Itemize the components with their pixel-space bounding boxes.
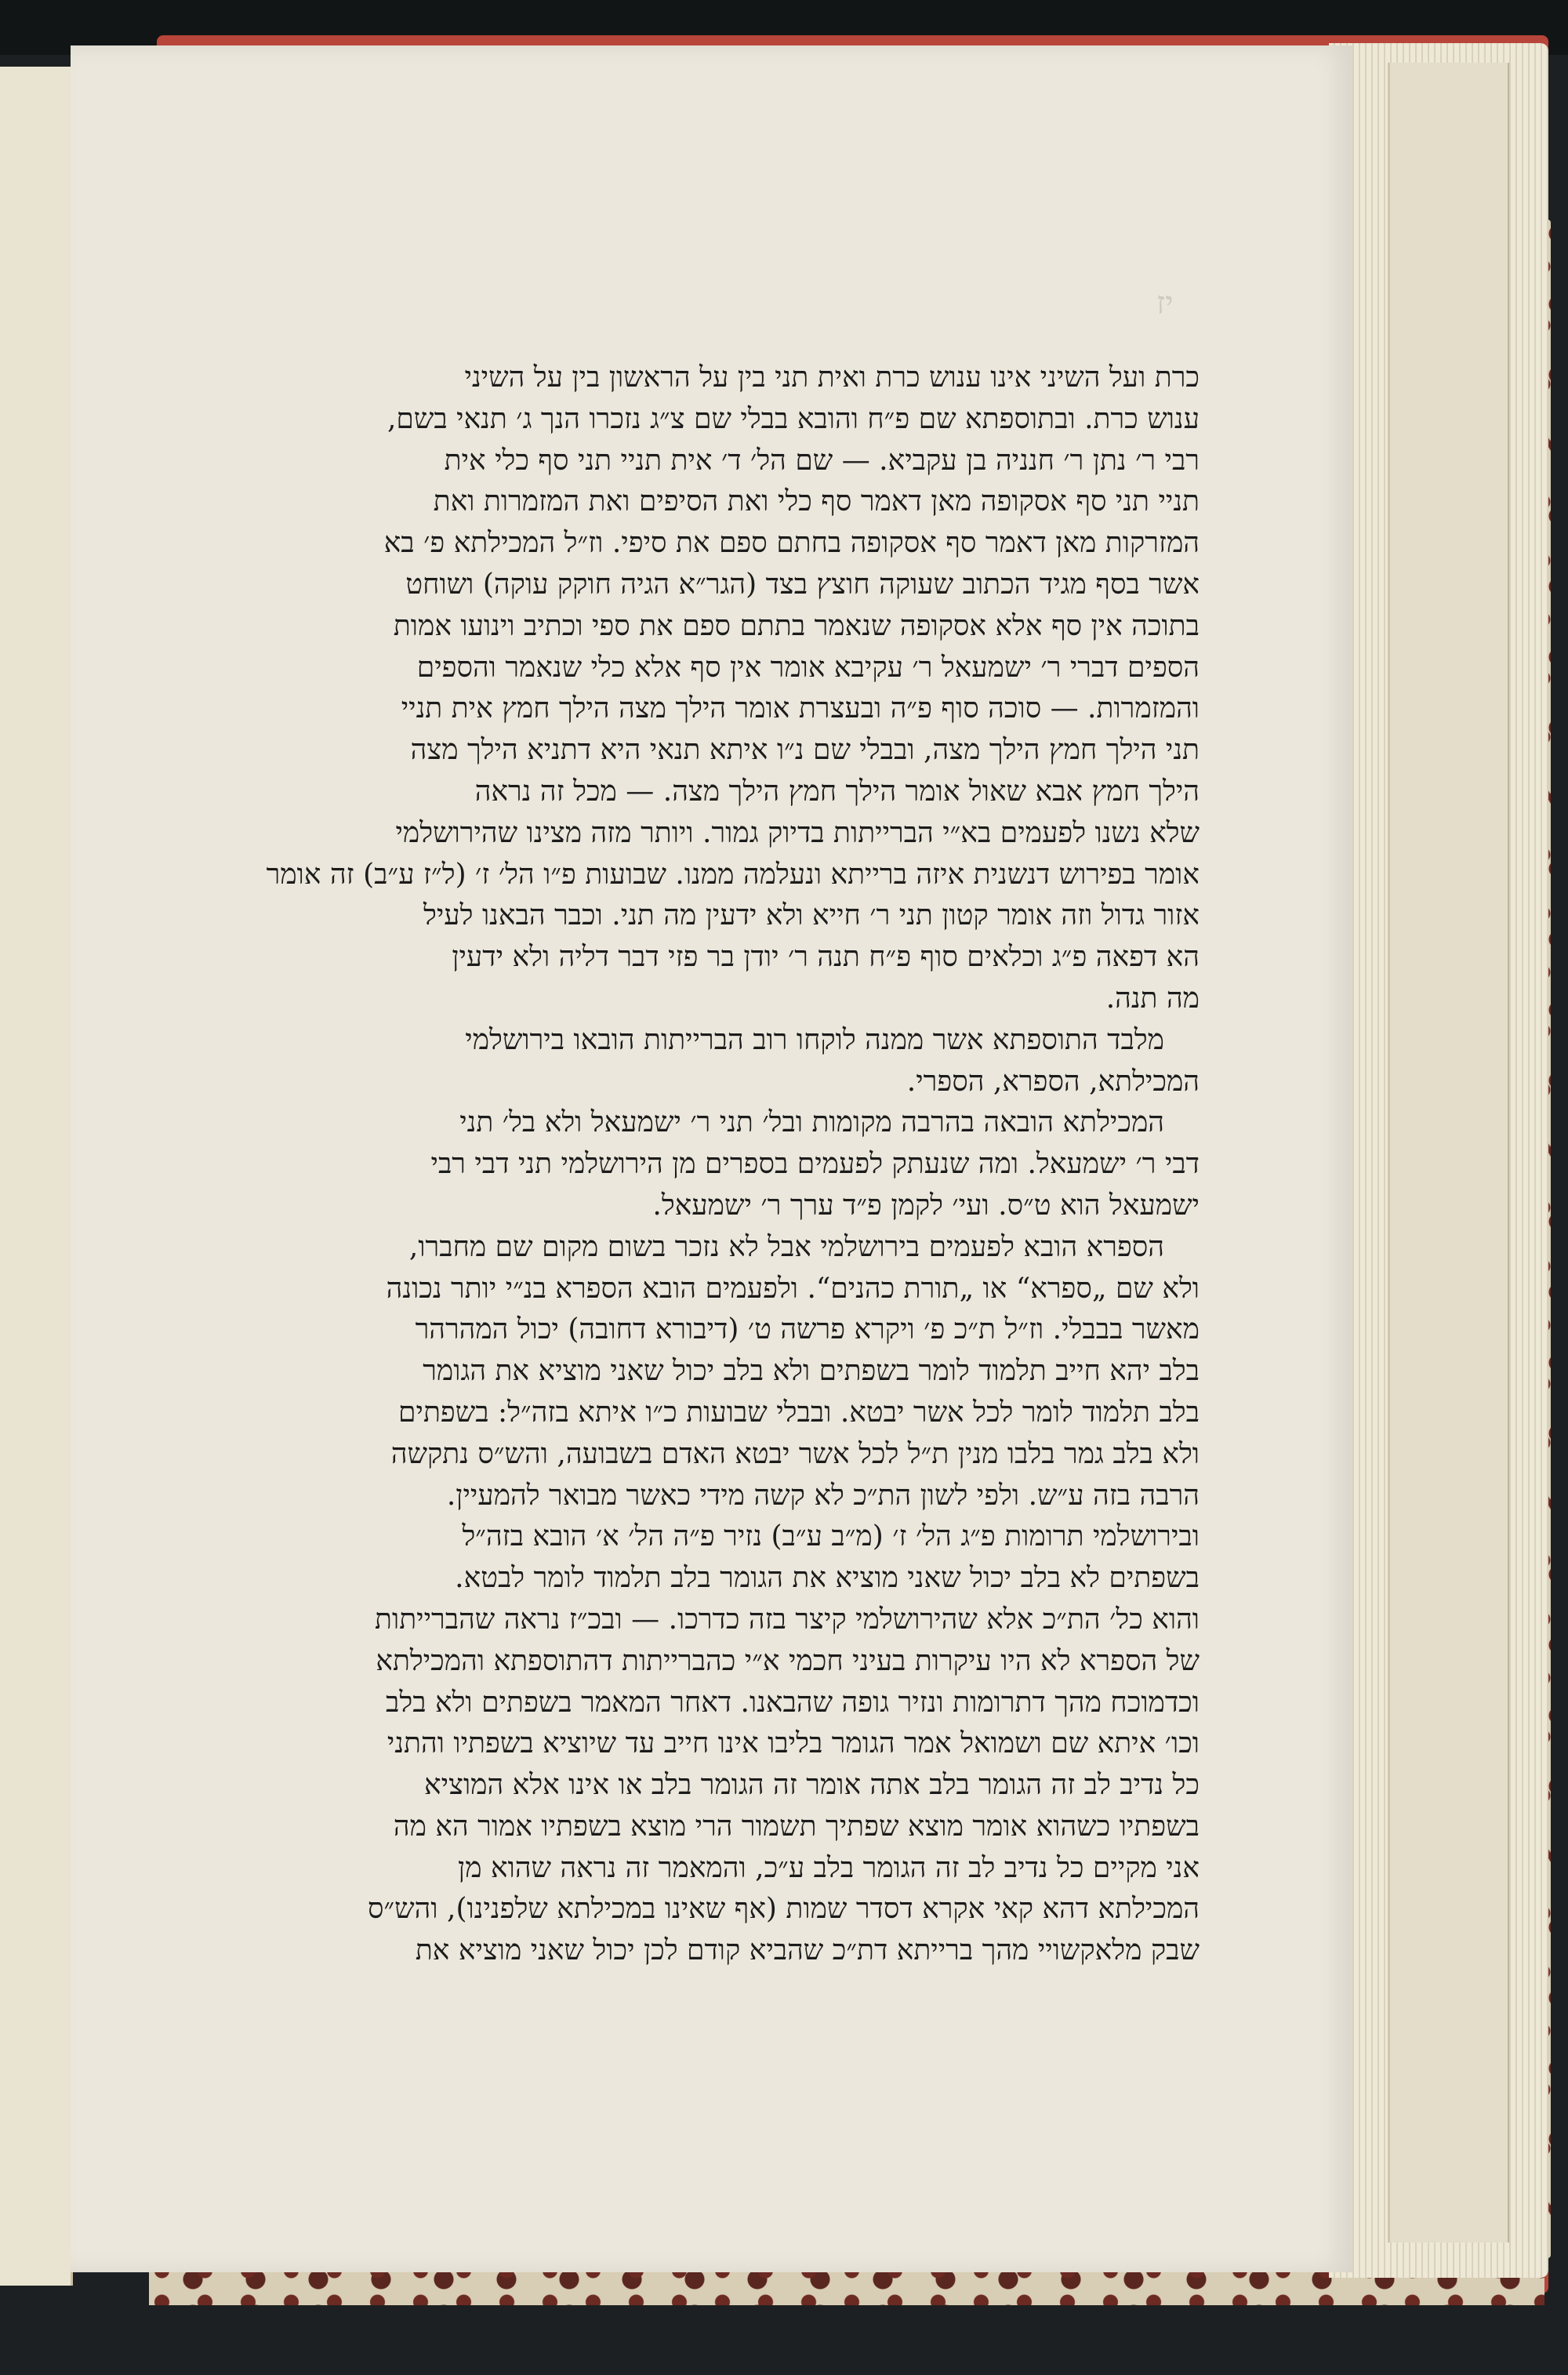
text-line: בלב תלמוד לומר לכל אשר יבטא. ובבלי שבועות כ״ו איתא בזה״ל: בשפתים xyxy=(398,1396,1200,1429)
text-line: הספים דברי ר׳ ישמעאל ר׳ עקיבא אומר אין סף אלא כלי שנאמר והספים xyxy=(416,651,1200,684)
text-line: המכילתא, הספרא, הספרי. xyxy=(906,1065,1200,1098)
text-line: מלבד התוספתא אשר ממנה לוקחו רוב הברייתות הובאו בירושלמי xyxy=(465,1023,1164,1056)
text-line: בשפתיו כשהוא אומר מוצא שפתיך תשמור הרי מוצא בשפתיו אמור הא מה xyxy=(393,1810,1200,1843)
text-line: ולא בלב גמר בלבו מנין ת״ל לכל אשר יבטא האדם בשבועה, והש״ס נתקשה xyxy=(390,1437,1200,1470)
text-line: אומר בפירוש דנשנית איזה ברייתא ונעלמה ממנו. שבועות פ״ו הל׳ ז׳ (ל״ז ע״ב) זה אומר xyxy=(266,858,1200,891)
text-line: המכילתא הובאה בהרבה מקומות ובל׳ תני ר׳ ישמעאל ולא בל׳ תני xyxy=(459,1106,1164,1139)
page-stack-inner xyxy=(1388,63,1509,2242)
text-line: והמזמרות. — סוכה סוף פ״ה ובעצרת אומר הילך מצה הילך חמץ אית תניי xyxy=(401,692,1200,725)
page-number: יז xyxy=(1156,285,1174,321)
text-line: אני מקיים כל נדיב לב זה הגומר בלב ע״כ, והמאמר זה נראה שהוא מן xyxy=(458,1851,1200,1884)
text-line: בתוכה אין סף אלא אסקופה שנאמר בתתם ספם את ספי וכתיב וינועו אמות xyxy=(393,609,1200,642)
text-line: ולא שם „ספרא“ או „תורת כהנים“. ולפעמים הובא הספרא בנ״י יותר נכונה xyxy=(386,1272,1200,1305)
text-line: ישמעאל הוא ט״ס. ועי׳ לקמן פ״ד ערך ר׳ ישמעאל. xyxy=(652,1189,1200,1222)
page-text xyxy=(180,358,1200,1972)
left-page-edge xyxy=(0,67,73,2286)
text-line: אזור גדול וזה אומר קטון תני ר׳ חייא ולא ידעין מה תני. וכבר הבאנו לעיל xyxy=(423,899,1200,932)
text-line: המזרקות מאן דאמר סף אסקופה בחתם ספם את סיפי. וז״ל המכילתא פ׳ בא xyxy=(383,527,1200,560)
text-line: שבק מלאקשויי מהך ברייתא דת״כ שהביא קודם לכן יכול שאני מוציא את xyxy=(415,1934,1200,1967)
text-line: הרבה בזה ע״ש. ולפי לשון הת״כ לא קשה מידי כאשר מבואר להמעיין. xyxy=(446,1479,1200,1512)
text-line: שלא נשנו לפעמים בא״י הברייתות בדיוק גמור. ויותר מזה מצינו שהירושלמי xyxy=(395,816,1200,849)
text-line: רבי ר׳ נתן ר׳ חנניה בן עקביא. — שם הל׳ ד׳ אית תניי תני סף כלי אית xyxy=(444,444,1200,477)
text-line: המכילתא דהא קאי אקרא דסדר שמות (אף שאינו במכילתא שלפנינו), והש״ס xyxy=(368,1893,1200,1926)
text-line: בלב יהא חייב תלמוד לומר בשפתים ולא בלב יכול שאני מוציא את הגומר xyxy=(423,1355,1200,1388)
text-line: וכדמוכח מהך דתרומות ונזיר גופה שהבאנו. דאחר המאמר בשפתים ולא בלב xyxy=(386,1686,1200,1719)
text-line: של הספרא לא היו עיקרות בעיני חכמי א״י כהברייתות דהתוספתא והמכילתא xyxy=(376,1644,1200,1677)
text-line: אשר בסף מגיד הכתוב שעוקה חוצץ בצד (הגר״א הגיה חוקק עוקה) ושוחט xyxy=(405,568,1200,601)
text-line: תניי תני סף אסקופה מאן דאמר סף כלי ואת הסיפים ואת המזמרות ואת xyxy=(433,485,1200,518)
text-line: מאשר בבבלי. וז״ל ת״כ פ׳ ויקרא פרשה ט׳ (דיבורא דחובה) יכול המהרהר xyxy=(415,1313,1200,1346)
text-line: כרת ועל השיני אינו ענוש כרת ואית תני בין על הראשון בין על השיני xyxy=(464,361,1200,394)
text-line: וכו׳ איתא שם ושמואל אמר הגומר בליבו אינו חייב עד שיוציא בשפתיו והתני xyxy=(387,1727,1200,1760)
text-line: דבי ר׳ ישמעאל. ומה שנעתק לפעמים בספרים מן הירושלמי תני דבי רבי xyxy=(430,1148,1200,1181)
text-line: והוא כל׳ הת״כ אלא שהירושלמי קיצר בזה כדרכו. — ובכ״ז נראה שהברייתות xyxy=(375,1603,1200,1636)
text-line: ובירושלמי תרומות פ״ג הל׳ ז׳ (מ״ב ע״ב) נזיר פ״ה הל׳ א׳ הובא בזה״ל xyxy=(462,1520,1200,1553)
text-line: הספרא הובא לפעמים בירושלמי אבל לא נזכר בשום מקום שם מחברו, xyxy=(408,1230,1164,1263)
text-line: מה תנה. xyxy=(1105,982,1200,1015)
text-line: תני הילך חמץ הילך מצה, ובבלי שם נ״ו איתא תנאי היא דתניא הילך מצה xyxy=(410,734,1200,767)
text-line: ענוש כרת. ובתוספתא שם פ״ח והובא בבלי שם צ״ג נזכרו הנך ג׳ תנאי בשם, xyxy=(387,402,1200,435)
book-page xyxy=(71,45,1352,2272)
text-line: הא דפאה פ״ג וכלאים סוף פ״ח תנה ר׳ יודן בר פזי דבר דליה ולא ידעין xyxy=(452,941,1200,974)
text-line: בשפתים לא בלב יכול שאני מוציא את הגומר בלב תלמוד לומר לבטא. xyxy=(455,1562,1200,1595)
text-line: הילך חמץ אבא שאול אומר הילך חמץ הילך מצה. — מכל זה נראה xyxy=(474,775,1200,808)
text-line: כל נדיב לב זה הגומר בלב אתה אומר זה הגומר בלב או אינו אלא המוציא xyxy=(424,1769,1200,1802)
